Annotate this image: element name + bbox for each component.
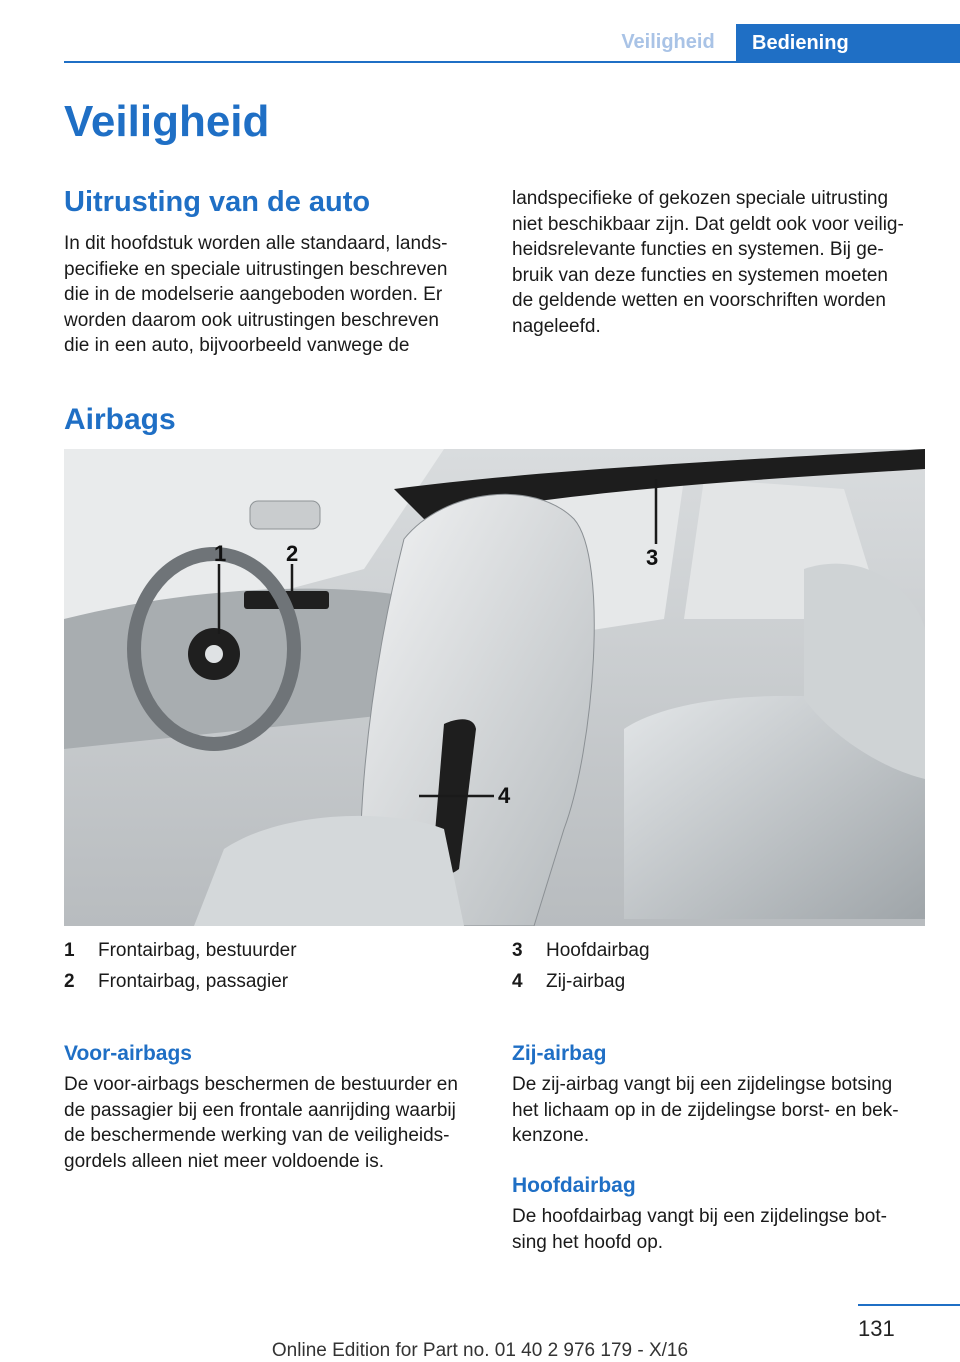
text-line: De zij-airbag vangt bij een zijdelingse botsing	[512, 1074, 893, 1095]
callout-1: 1	[214, 541, 227, 566]
callout-3: 3	[646, 545, 659, 570]
legend-num: 3	[512, 940, 523, 961]
subheading-voor-airbags: Voor-airbags	[64, 1042, 192, 1065]
legend-text: Zij-airbag	[546, 971, 626, 992]
text-line: bruik van deze functies en systemen moeten	[512, 264, 888, 286]
header-tab-bediening[interactable]: Bediening	[736, 24, 960, 62]
text-line: het lichaam op in de zijdelingse borst- en bek‐	[512, 1099, 899, 1121]
header-tab-veiligheid[interactable]: Veiligheid	[621, 31, 715, 53]
text-line: kenzone.	[512, 1125, 590, 1146]
text-line: landspecifieke of gekozen speciale uitrusting	[512, 188, 889, 209]
legend-num: 2	[64, 971, 75, 992]
page-number: 131	[858, 1316, 895, 1341]
page-title: Veiligheid	[64, 97, 270, 146]
text-line: de passagier bij een frontale aanrijding waarbij	[64, 1099, 456, 1121]
section-heading-uitrusting: Uitrusting van de auto	[64, 186, 371, 218]
legend-item	[512, 938, 932, 964]
legend-item	[512, 969, 932, 995]
section1-left-text	[64, 231, 484, 359]
legend-text: Frontairbag, passagier	[98, 971, 289, 992]
zij-airbag-text	[512, 1072, 932, 1149]
section1-right-text	[512, 186, 932, 339]
text-line: die in de modelserie aangeboden worden. Er	[64, 284, 443, 305]
footer-rule	[858, 1304, 960, 1306]
text-line: In dit hoofdstuk worden alle standaard, lands‐	[64, 233, 448, 254]
text-line: heidsrelevante functies en systemen. Bij ge‐	[512, 239, 884, 260]
header-rule	[64, 61, 960, 63]
subheading-hoofdairbag: Hoofdairbag	[512, 1174, 636, 1197]
text-line: de beschermende werking van de veiligheids‐	[64, 1125, 450, 1146]
text-line: De hoofdairbag vangt bij een zijdelingse bot‐	[512, 1206, 887, 1227]
legend-text: Hoofdairbag	[546, 940, 650, 961]
section-heading-airbags: Airbags	[64, 403, 176, 436]
text-line: gordels alleen niet meer voldoende is.	[64, 1150, 385, 1172]
text-line: worden daarom ook uitrustingen beschreven	[64, 309, 439, 331]
car-interior-illustration	[64, 449, 925, 926]
text-line: nageleefd.	[512, 315, 601, 337]
legend-num: 4	[512, 971, 523, 992]
legend-num: 1	[64, 940, 75, 961]
edition-note: Online Edition for Part no. 01 40 2 976 179 - X/16	[271, 1340, 689, 1361]
text-line: niet beschikbaar zijn. Dat geldt ook voor veilig‐	[512, 213, 904, 235]
text-line: sing het hoofd op.	[512, 1231, 664, 1253]
text-line: de geldende wetten en voorschriften worden	[512, 290, 886, 311]
text-line: De voor-airbags beschermen de bestuurder en	[64, 1074, 458, 1095]
legend-item	[64, 938, 484, 964]
legend-item	[64, 969, 484, 995]
callout-2: 2	[286, 541, 299, 566]
text-line: pecifieke en speciale uitrustingen beschreven	[64, 258, 448, 280]
hoofdairbag-text	[512, 1204, 932, 1255]
legend-text: Frontairbag, bestuurder	[98, 940, 297, 961]
voor-airbags-text	[64, 1072, 494, 1174]
subheading-zij-airbag: Zij-airbag	[512, 1042, 607, 1065]
callout-4: 4	[498, 783, 511, 808]
text-line: die in een auto, bijvoorbeeld vanwege de	[64, 335, 410, 356]
